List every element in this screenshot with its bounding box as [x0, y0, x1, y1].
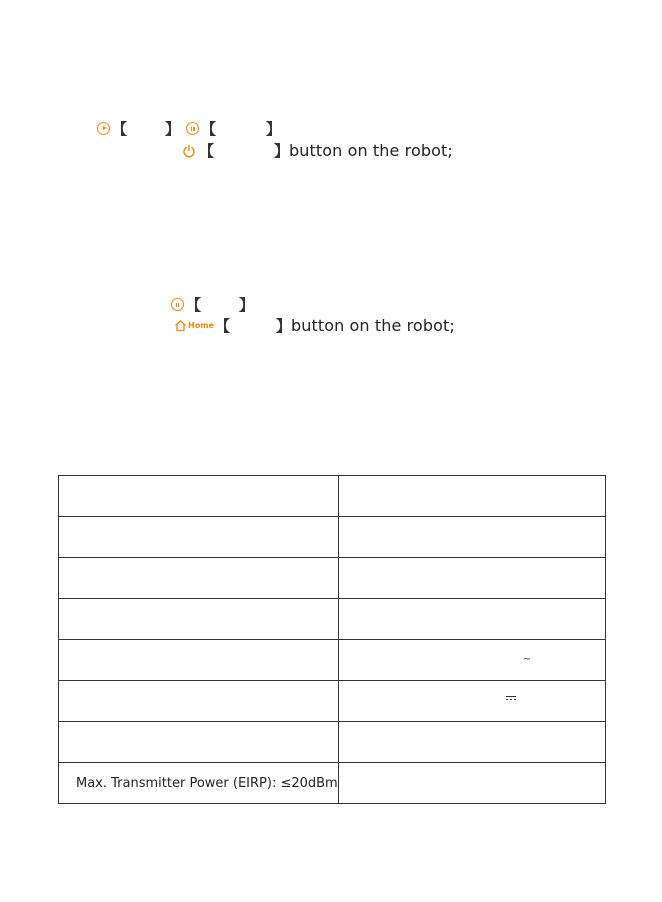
table-cell [59, 722, 339, 763]
table-cell [59, 640, 339, 681]
open-bracket: 【 [199, 142, 215, 160]
play-circle-icon [97, 122, 110, 135]
close-bracket: 】 [275, 317, 291, 335]
instruction-line-2 [182, 140, 453, 161]
table-cell [338, 640, 605, 681]
instruction-text: button on the robot; [290, 316, 455, 335]
power-icon [182, 144, 196, 158]
table-row [59, 763, 606, 804]
table-cell [59, 763, 339, 804]
table-row [59, 599, 606, 640]
close-bracket: 】 [239, 296, 255, 314]
table-row [59, 558, 606, 599]
pause-circle-icon [186, 122, 199, 135]
table-cell [59, 517, 339, 558]
open-bracket: 【 [214, 317, 230, 335]
max-transmitter-power: Max. Transmitter Power (EIRP): ≤20dBm [76, 775, 338, 791]
table-row [59, 640, 606, 681]
table-row [59, 476, 606, 517]
home-icon [174, 319, 187, 332]
close-bracket: 】 [266, 120, 282, 138]
table-cell [338, 722, 605, 763]
pause-circle-icon [171, 298, 184, 311]
instruction-line-1 [97, 118, 281, 139]
close-bracket: 】 [165, 120, 181, 138]
open-bracket: 【 [201, 120, 217, 138]
table-cell [59, 599, 339, 640]
table-row [59, 681, 606, 722]
instruction-text: button on the robot; [289, 141, 453, 160]
open-bracket: 【 [112, 120, 128, 138]
table-row [59, 517, 606, 558]
table-cell [59, 558, 339, 599]
dc-symbol-icon [506, 696, 516, 700]
table-cell [338, 558, 605, 599]
table-cell [59, 476, 339, 517]
instruction-line-4 [174, 315, 455, 336]
ac-symbol: ~ [522, 654, 532, 665]
close-bracket: 】 [274, 142, 290, 160]
table-row [59, 722, 606, 763]
table-cell [338, 517, 605, 558]
table-cell [338, 681, 605, 722]
home-label: Home [188, 321, 214, 330]
instruction-line-3 [171, 294, 254, 315]
table-cell [338, 599, 605, 640]
open-bracket: 【 [186, 296, 202, 314]
table-cell [338, 476, 605, 517]
table-cell [338, 763, 605, 804]
spec-table [58, 475, 606, 804]
table-cell [59, 681, 339, 722]
